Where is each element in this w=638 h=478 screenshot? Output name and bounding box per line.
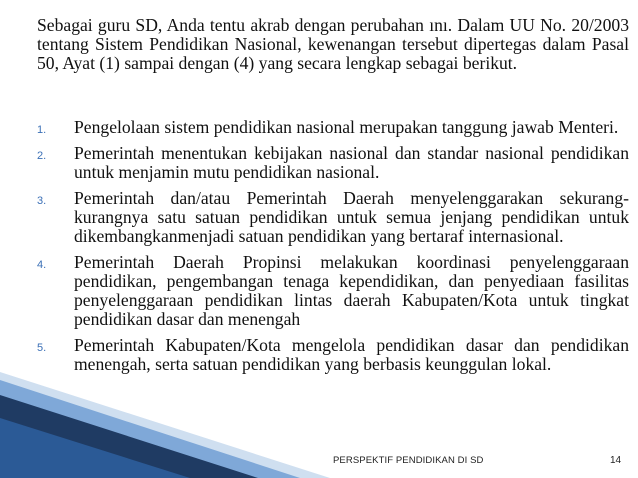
list-item	[37, 253, 629, 329]
footer-title: PERSPEKTIF PENDIDIKAN DI SD	[333, 455, 484, 466]
article-list	[37, 118, 629, 381]
intro-paragraph: Sebagai guru SD, Anda tentu akrab dengan perubahan ını. Dalam UU No. 20/2003 tentang Sistem Pendidikan Nasional, kewenangan tersebut dipertegas dalam Pasal 50, Ayat (1) sampai dengan (4) yang secara lengkap sebagai berikut.	[37, 15, 629, 73]
list-text: Pemerintah Kabupaten/Kota mengelola pendidikan dasar dan pendidikan menengah, serta satuan pendidikan yang berbasis keunggulan lokal.	[74, 335, 629, 374]
list-number: 1.	[37, 124, 47, 136]
list-item	[37, 144, 629, 182]
list-text: Pengelolaan sistem pendidikan nasional merupakan tanggung jawab Menteri.	[74, 117, 619, 137]
list-text: Pemerintah Daerah Propinsi melakukan koordinasi penyelenggaraan pendidikan, pengembangan tenaga kependidikan, dan penyediaan fasilitas penyelenggaraan pendidikan lintas daerah Kabupaten/Kota untuk tingkat pendidikan dasar dan menengah	[74, 252, 629, 329]
list-number: 4.	[37, 259, 47, 271]
list-item	[37, 118, 629, 137]
page-number: 14	[610, 455, 622, 466]
list-text: Pemerintah menentukan kebijakan nasional dan standar nasional pendidikan untuk menjamin mutu pendidikan nasional.	[74, 143, 629, 182]
list-number: 3.	[37, 195, 47, 207]
list-number: 5.	[37, 342, 47, 354]
list-number: 2.	[37, 150, 47, 162]
list-item	[37, 189, 629, 246]
list-item	[37, 336, 629, 374]
list-text: Pemerintah dan/atau Pemerintah Daerah menyelenggarakan sekurang-kurangnya satu satuan pendidikan untuk semua jenjang pendidikan untuk dikembangkanmenjadi satuan pendidikan yang bertaraf internasional.	[74, 188, 629, 246]
